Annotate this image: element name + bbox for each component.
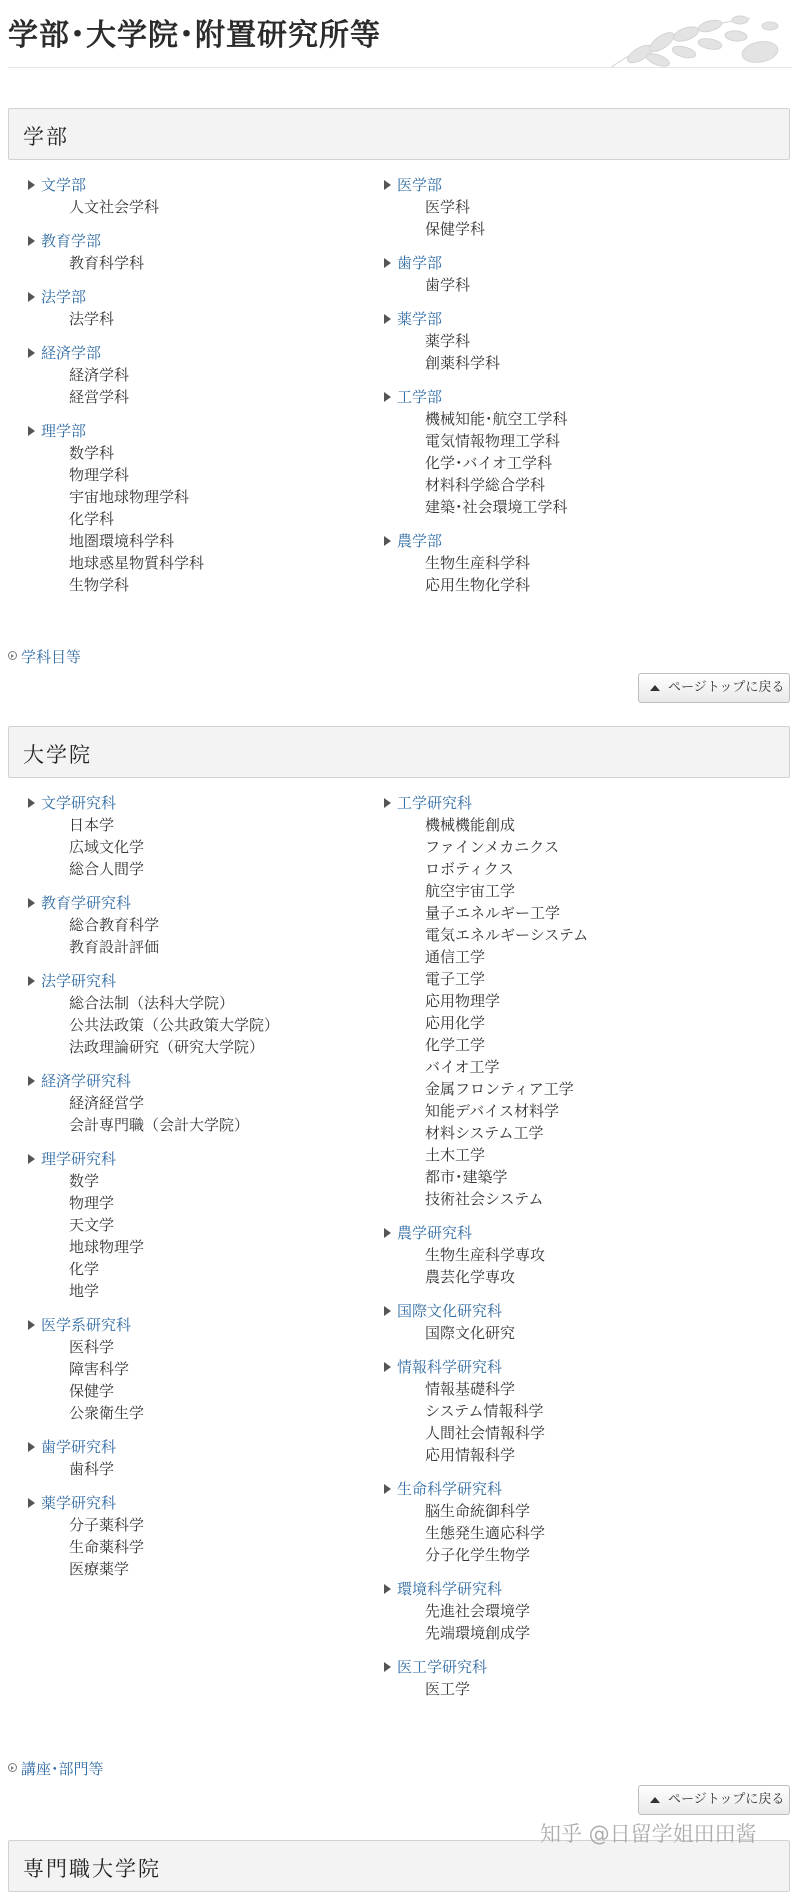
faculty-block	[28, 230, 408, 274]
department-item: 歯科学	[69, 1460, 115, 1478]
department-item: 数学	[69, 1172, 100, 1190]
faculty-list-left	[28, 174, 408, 596]
department-item: 航空宇宙工学	[425, 882, 516, 900]
faculty-link[interactable]: 教育学部	[41, 232, 102, 250]
department-item: 電気情報物理工学科	[425, 432, 561, 450]
faculty-heading	[384, 1578, 764, 1600]
faculty-link[interactable]: 理学部	[41, 422, 87, 440]
faculty-block	[384, 1300, 764, 1344]
faculty-link[interactable]: 薬学部	[397, 310, 443, 328]
department-item: 化学･バイオ工学科	[425, 454, 553, 472]
page-top-button[interactable]	[638, 1785, 790, 1815]
department-item: 人文社会学科	[69, 198, 160, 216]
faculty-link[interactable]: 情報科学研究科	[397, 1358, 503, 1376]
department-item: ファインメカニクス	[425, 838, 560, 856]
triangle-right-icon	[28, 898, 35, 908]
department-item: 脳生命統御科学	[425, 1502, 531, 1520]
department-item: 建築･社会環境工学科	[425, 498, 568, 516]
department-item: 総合法制（法科大学院）	[69, 994, 235, 1012]
leaf-ornament-icon	[600, 12, 792, 68]
faculty-block	[28, 420, 408, 596]
faculty-link[interactable]: 工学研究科	[397, 794, 473, 812]
faculty-link[interactable]: 生命科学研究科	[397, 1480, 503, 1498]
department-item: 医療薬学	[69, 1560, 130, 1578]
faculty-heading	[28, 1492, 408, 1514]
department-item: 農芸化学専攻	[425, 1268, 516, 1286]
department-item: 量子エネルギー工学	[425, 904, 561, 922]
triangle-right-icon	[28, 1320, 35, 1330]
faculty-heading	[384, 1300, 764, 1322]
arrow-up-icon	[650, 685, 660, 691]
faculty-block	[384, 308, 764, 374]
department-item: ロボティクス	[425, 860, 514, 878]
department-item: 法政理論研究（研究大学院）	[69, 1038, 265, 1056]
department-item: 数学科	[69, 444, 115, 462]
faculty-block	[28, 174, 408, 218]
circle-arrow-icon	[8, 651, 17, 660]
faculty-link[interactable]: 農学研究科	[397, 1224, 473, 1242]
department-item: 土木工学	[425, 1146, 486, 1164]
faculty-link[interactable]: 文学部	[41, 176, 87, 194]
department-item: 総合人間学	[69, 860, 145, 878]
department-item: 障害科学	[69, 1360, 130, 1378]
triangle-right-icon	[384, 180, 391, 190]
triangle-right-icon	[384, 1662, 391, 1672]
department-item: システム情報科学	[425, 1402, 544, 1420]
department-item: 情報基礎科学	[425, 1380, 516, 1398]
department-item: 宇宙地球物理学科	[69, 488, 190, 506]
faculty-block	[28, 1436, 408, 1480]
faculty-heading	[28, 174, 408, 196]
faculty-link[interactable]: 教育学研究科	[41, 894, 132, 912]
triangle-right-icon	[384, 392, 391, 402]
department-item: 材料科学総合学科	[425, 476, 546, 494]
department-item: 生命薬科学	[69, 1538, 145, 1556]
faculty-block	[384, 1656, 764, 1700]
faculty-heading	[384, 386, 764, 408]
department-item: 地球物理学	[69, 1238, 145, 1256]
department-item: 応用化学	[425, 1014, 486, 1032]
department-item: 教育設計評価	[69, 938, 160, 956]
triangle-right-icon	[28, 1498, 35, 1508]
triangle-right-icon	[28, 292, 35, 302]
faculty-heading	[28, 230, 408, 252]
triangle-right-icon	[384, 1228, 391, 1238]
watermark: 知乎 @日留学姐田田酱	[540, 1822, 757, 1846]
circle-arrow-icon	[8, 1763, 17, 1772]
title-divider	[8, 67, 792, 68]
department-item: 広域文化学	[69, 838, 145, 856]
faculty-block	[384, 1222, 764, 1288]
department-item: 先端環境創成学	[425, 1624, 531, 1642]
faculty-heading	[28, 970, 408, 992]
department-item: 生態発生適応科学	[425, 1524, 546, 1542]
section-heading: 専門職大学院	[23, 1857, 161, 1881]
section-heading: 大学院	[23, 743, 92, 767]
triangle-right-icon	[28, 798, 35, 808]
triangle-right-icon	[28, 426, 35, 436]
faculty-link[interactable]: 医工学研究科	[397, 1658, 488, 1676]
faculty-heading	[384, 1478, 764, 1500]
department-item: 生物学科	[69, 576, 130, 594]
department-item: 都市･建築学	[425, 1168, 508, 1186]
department-item: 天文学	[69, 1216, 115, 1234]
faculty-block	[384, 792, 764, 1210]
department-item: 知能デバイス材料学	[425, 1102, 559, 1120]
department-item: 公共法政策（公共政策大学院）	[69, 1016, 280, 1034]
faculty-block	[384, 1578, 764, 1644]
department-item: 金属フロンティア工学	[425, 1080, 574, 1098]
triangle-right-icon	[384, 1484, 391, 1494]
faculty-block	[384, 1478, 764, 1566]
faculty-heading	[28, 420, 408, 442]
department-item: 会計専門職（会計大学院）	[69, 1116, 250, 1134]
faculty-link[interactable]: 歯学研究科	[41, 1438, 117, 1456]
faculty-heading	[384, 174, 764, 196]
department-item: 日本学	[69, 816, 115, 834]
department-item: 医学科	[425, 198, 471, 216]
triangle-right-icon	[28, 236, 35, 246]
faculty-block	[384, 530, 764, 596]
department-item: 経営学科	[69, 388, 130, 406]
faculty-heading	[28, 286, 408, 308]
triangle-right-icon	[384, 1362, 391, 1372]
department-item: 機械機能創成	[425, 816, 516, 834]
department-item: 保健学科	[425, 220, 486, 238]
arrow-up-icon	[650, 1797, 660, 1803]
faculty-link[interactable]: 理学研究科	[41, 1150, 117, 1168]
department-item: 公衆衛生学	[69, 1404, 145, 1422]
courses-link[interactable]: 講座･部門等	[21, 1760, 104, 1778]
faculty-link[interactable]: 法学部	[41, 288, 87, 306]
section-heading: 学部	[23, 125, 69, 149]
graduate-list-right	[384, 792, 764, 1700]
department-item: 医科学	[69, 1338, 115, 1356]
faculty-block	[28, 1314, 408, 1424]
department-item: 生物生産科学科	[425, 554, 531, 572]
faculty-block	[384, 174, 764, 240]
department-item: 機械知能･航空工学科	[425, 410, 568, 428]
triangle-right-icon	[28, 1442, 35, 1452]
faculty-link[interactable]: 経済学部	[41, 344, 102, 362]
department-item: 物理学	[69, 1194, 115, 1212]
department-item: 応用物理学	[425, 992, 501, 1010]
faculty-heading	[28, 342, 408, 364]
department-item: 総合教育科学	[69, 916, 160, 934]
faculty-link[interactable]: 法学研究科	[41, 972, 117, 990]
faculty-link[interactable]: 文学研究科	[41, 794, 117, 812]
faculty-heading	[384, 252, 764, 274]
triangle-right-icon	[384, 258, 391, 268]
faculty-link[interactable]: 医学部	[397, 176, 443, 194]
department-item: 物理学科	[69, 466, 130, 484]
department-item: 化学	[69, 1260, 100, 1278]
faculty-block	[28, 342, 408, 408]
faculty-heading	[384, 1656, 764, 1678]
department-item: 国際文化研究	[425, 1324, 516, 1342]
department-item: 分子薬科学	[69, 1516, 145, 1534]
faculty-heading	[28, 1148, 408, 1170]
faculty-block	[28, 1148, 408, 1302]
department-item: 地圏環境科学科	[69, 532, 175, 550]
department-item: 経済学科	[69, 366, 130, 384]
faculty-heading	[28, 892, 408, 914]
department-item: 地学	[69, 1282, 100, 1300]
triangle-right-icon	[28, 348, 35, 358]
triangle-right-icon	[384, 1584, 391, 1594]
page-title: 学部･大学院･附置研究所等	[8, 18, 381, 53]
faculty-block	[28, 1492, 408, 1580]
department-item: 創薬科学科	[425, 354, 501, 372]
department-item: 先進社会環境学	[425, 1602, 531, 1620]
department-item: 生物生産科学専攻	[425, 1246, 546, 1264]
page-top-label: ページトップに戻る	[668, 680, 785, 695]
triangle-right-icon	[28, 1076, 35, 1086]
faculty-block	[28, 792, 408, 880]
faculty-heading	[384, 1356, 764, 1378]
triangle-right-icon	[384, 1306, 391, 1316]
faculty-block	[384, 386, 764, 518]
faculty-link[interactable]: 環境科学研究科	[397, 1580, 503, 1598]
department-item: 人間社会情報科学	[425, 1424, 546, 1442]
faculty-heading	[28, 1314, 408, 1336]
page-header	[0, 0, 806, 68]
faculty-block	[28, 970, 408, 1058]
department-item: 分子化学生物学	[425, 1546, 531, 1564]
faculty-heading	[28, 1436, 408, 1458]
department-item: 通信工学	[425, 948, 486, 966]
department-item: 応用生物化学科	[425, 576, 531, 594]
department-item: 材料システム工学	[425, 1124, 544, 1142]
page-top-button[interactable]	[638, 673, 790, 703]
faculty-block	[28, 892, 408, 958]
department-item: 技術社会システム	[425, 1190, 544, 1208]
department-item: 保健学	[69, 1382, 115, 1400]
department-item: 法学科	[69, 310, 115, 328]
faculty-block	[28, 286, 408, 330]
department-item: 電気エネルギーシステム	[425, 926, 589, 944]
triangle-right-icon	[28, 976, 35, 986]
triangle-right-icon	[384, 314, 391, 324]
triangle-right-icon	[384, 536, 391, 546]
faculty-heading	[28, 792, 408, 814]
department-item: 応用情報科学	[425, 1446, 516, 1464]
faculty-link[interactable]: 農学部	[397, 532, 443, 550]
triangle-right-icon	[28, 180, 35, 190]
triangle-right-icon	[28, 1154, 35, 1164]
faculty-heading	[384, 1222, 764, 1244]
department-item: 歯学科	[425, 276, 471, 294]
department-item: バイオ工学	[425, 1058, 500, 1076]
subjects-link[interactable]: 学科目等	[21, 648, 82, 666]
faculty-link[interactable]: 薬学研究科	[41, 1494, 117, 1512]
faculty-link[interactable]: 医学系研究科	[41, 1316, 132, 1334]
faculty-heading	[384, 308, 764, 330]
department-item: 地球惑星物質科学科	[69, 554, 205, 572]
department-item: 教育科学科	[69, 254, 145, 272]
department-item: 化学工学	[425, 1036, 486, 1054]
section-header-graduate	[8, 726, 790, 778]
triangle-right-icon	[384, 798, 391, 808]
faculty-heading	[384, 530, 764, 552]
faculty-link[interactable]: 歯学部	[397, 254, 443, 272]
faculty-link[interactable]: 工学部	[397, 388, 443, 406]
section-header-faculties	[8, 108, 790, 160]
department-item: 薬学科	[425, 332, 471, 350]
department-item: 経済経営学	[69, 1094, 145, 1112]
faculty-list-right	[384, 174, 764, 596]
faculty-block	[28, 1070, 408, 1136]
department-item: 化学科	[69, 510, 115, 528]
department-item: 医工学	[425, 1680, 471, 1698]
faculty-heading	[28, 1070, 408, 1092]
faculty-block	[384, 1356, 764, 1466]
graduate-list-left	[28, 792, 408, 1580]
faculty-link[interactable]: 経済学研究科	[41, 1072, 132, 1090]
faculty-link[interactable]: 国際文化研究科	[397, 1302, 503, 1320]
department-item: 電子工学	[425, 970, 486, 988]
faculty-heading	[384, 792, 764, 814]
page-top-label: ページトップに戻る	[668, 1792, 785, 1807]
faculty-block	[384, 252, 764, 296]
